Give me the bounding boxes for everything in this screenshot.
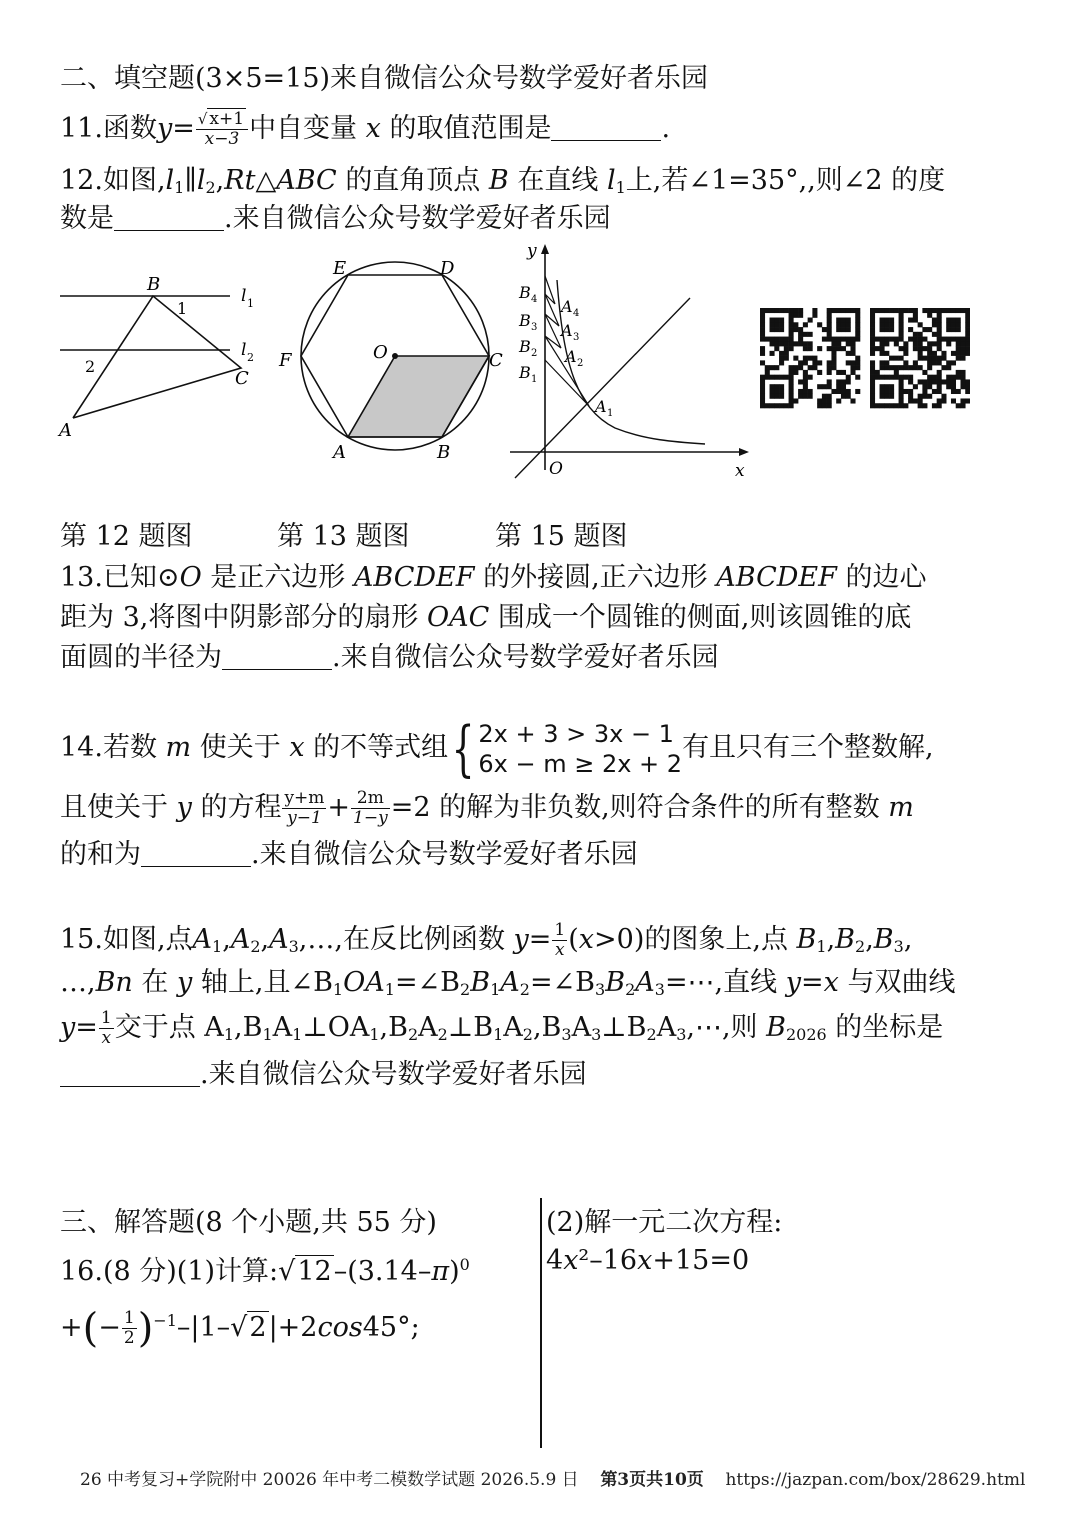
svg-text:4: 4 bbox=[531, 294, 538, 305]
svg-text:1: 1 bbox=[531, 374, 538, 385]
footer-link[interactable]: https://jazpan.com/box/28629.html bbox=[725, 1470, 1026, 1490]
caption-13: 第 13 题图 bbox=[277, 521, 410, 552]
answer-blank[interactable] bbox=[141, 840, 251, 867]
svg-text:B: B bbox=[519, 337, 531, 356]
question-16-part1-cont: +(− $\frac{1}{2}$ )$^{-1}$–|1–√2|+2cos45°; bbox=[60, 1305, 420, 1352]
page-footer: 26 中考复习+学院附中 20026 年中考二模数学试题 2026.5.9 日 第3页共10页 https://jazpan.com/box/28629.html bbox=[80, 1470, 1026, 1490]
label-l1: l bbox=[241, 286, 247, 306]
question-16-part2-title: (2)解一元二次方程: bbox=[546, 1207, 783, 1238]
question-14-line1: 14.若数 m 使关于 x 的不等式组{ 2x + 3 > 3x − 1 6x − m ≥ 2x + 2 有且只有三个整数解, bbox=[60, 713, 934, 784]
question-16-part2-equation: 4x²–16x+15=0 bbox=[546, 1245, 750, 1276]
svg-text:B: B bbox=[519, 311, 531, 330]
label-A: A bbox=[59, 420, 72, 441]
answer-blank[interactable] bbox=[551, 114, 661, 141]
question-15-line1: 15.如图,点$A_1,A_2,A_3,\dots$,在反比例函数 y= $\frac{1}{x}$ (x>0)的图象上,点 $B_1,B_2,B_3$, bbox=[60, 920, 913, 960]
label-2: 2 bbox=[85, 357, 96, 376]
question-14-line2: 且使关于 y 的方程 $\frac{y+m}{y-1}$ + $\frac{2m}{1-y}$ =2 的解为非负数,则符合条件的所有整数 m bbox=[60, 788, 914, 828]
column-divider bbox=[540, 1198, 542, 1448]
answer-blank[interactable] bbox=[60, 1060, 200, 1087]
figure-13 bbox=[275, 252, 515, 467]
svg-text:B: B bbox=[519, 363, 531, 382]
caption-15: 第 15 题图 bbox=[495, 521, 628, 552]
svg-text:A: A bbox=[595, 397, 607, 416]
label-B: B bbox=[147, 274, 161, 295]
caption-12: 第 12 题图 bbox=[60, 521, 193, 552]
question-13-line1: 13.已知⊙O 是正六边形 ABCDEF 的外接圆,正六边形 ABCDEF 的边心 bbox=[60, 562, 927, 593]
question-15-line3: y= $\frac{1}{x}$ 交于点 $A_1,B_1A_1\perp OA_1,B_2A_2\perp B_1A_2,B_3A_3\perp B_2A_3,\cdots$,则 $B_{2026}$ 的坐标是 bbox=[60, 1008, 944, 1048]
question-12-line2: 数是 .来自微信公众号数学爱好者乐园 bbox=[60, 203, 611, 234]
axis-y: y bbox=[527, 241, 537, 261]
axis-x: x bbox=[735, 461, 745, 480]
label-C: C bbox=[235, 368, 249, 389]
question-13-line2: 距为 3,将图中阴影部分的扇形 OAC 围成一个圆锥的侧面,则该圆锥的底 bbox=[60, 602, 912, 633]
svg-text:B: B bbox=[519, 283, 531, 302]
section3-title: 三、解答题(8 个小题,共 55 分) bbox=[60, 1207, 437, 1238]
answer-blank[interactable] bbox=[114, 204, 224, 231]
label-O: O bbox=[549, 459, 563, 479]
label-B: B bbox=[437, 442, 451, 463]
svg-text:2: 2 bbox=[577, 358, 584, 369]
question-15-line2: …,Bn 在 y 轴上,且$\angle B_1OA_1=\angle B_2B_1A_2=\angle B_3B_2A_3=\cdots$,直线 y=x 与双曲线 bbox=[60, 967, 956, 999]
question-13-line3: 面圆的半径为 .来自微信公众号数学爱好者乐园 bbox=[60, 642, 719, 673]
label-C: C bbox=[489, 350, 503, 371]
question-11: 11.函数y= $\frac{√ x+1}{x-3}$ 中自变量 x 的取值范围是 . bbox=[60, 109, 671, 149]
qr-code-icon bbox=[760, 308, 970, 410]
label-O: O bbox=[373, 342, 388, 363]
label-A: A bbox=[333, 442, 346, 463]
question-15-line4: .来自微信公众号数学爱好者乐园 bbox=[60, 1058, 587, 1092]
question-14-line3: 的和为 .来自微信公众号数学爱好者乐园 bbox=[60, 839, 638, 870]
figure-15 bbox=[505, 240, 755, 480]
svg-text:3: 3 bbox=[573, 332, 580, 343]
label-E: E bbox=[333, 258, 347, 279]
svg-text:2: 2 bbox=[531, 348, 538, 359]
question-12-line1: 12.如图$,l_1\parallel l_2,Rt\triangle ABC$ 的直角顶点 B 在直线 $l_1$上,若∠1=35°,,则∠2 的度 bbox=[60, 165, 946, 197]
inequality-system: 2x + 3 > 3x − 1 6x − m ≥ 2x + 2 bbox=[478, 719, 683, 778]
svg-text:A: A bbox=[565, 347, 577, 366]
svg-text:4: 4 bbox=[573, 308, 580, 319]
label-D: D bbox=[440, 258, 455, 279]
svg-text:1: 1 bbox=[247, 297, 254, 310]
label-F: F bbox=[279, 350, 292, 371]
q11-fraction: $\frac{√ x+1}{x-3}$ bbox=[196, 110, 248, 149]
answer-blank[interactable] bbox=[222, 643, 332, 670]
svg-text:1: 1 bbox=[607, 408, 614, 419]
question-16-part1: 16.(8 分)(1)计算$:√12-(3.14-\pi)^0$ bbox=[60, 1255, 470, 1287]
figure-12 bbox=[55, 270, 265, 450]
label-l2: l bbox=[241, 340, 247, 360]
section2-title: 二、填空题(3×5=15)来自微信公众号数学爱好者乐园 bbox=[60, 63, 709, 94]
svg-text:2: 2 bbox=[247, 351, 254, 364]
svg-text:3: 3 bbox=[531, 322, 538, 333]
svg-text:A: A bbox=[561, 297, 573, 316]
svg-text:A: A bbox=[561, 321, 573, 340]
label-1: 1 bbox=[177, 299, 188, 318]
